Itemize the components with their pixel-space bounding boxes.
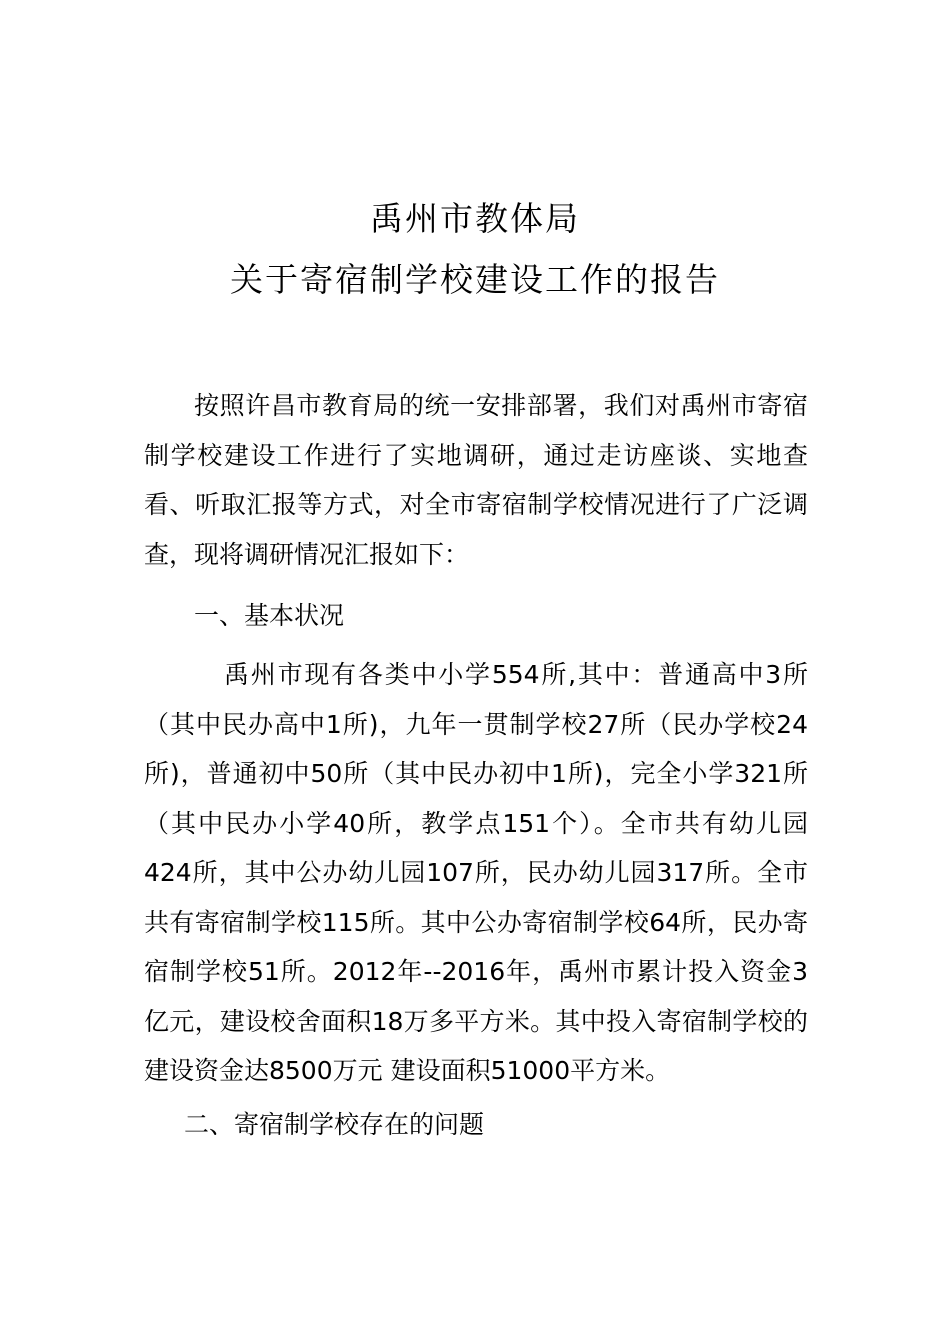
intro-paragraph: 按照许昌市教育局的统一安排部署，我们对禹州市寄宿制学校建设工作进行了实地调研，通过走访座谈、实地查看、听取汇报等方式，对全市寄宿制学校情况进行了广泛调查，现将调研情况汇报如下：	[144, 391, 808, 569]
section-heading-basic-status: 一、基本状况	[194, 601, 345, 630]
section-heading-problems: 二、寄宿制学校存在的问题	[184, 1110, 485, 1139]
basic-status-paragraph: 禹州市现有各类中小学554所,其中：普通高中3所（其中民办高中1所)，九年一贯制学校27所（民办学校24所)，普通初中50所（其中民办初中1所)，完全小学321所（其中民办小学40所，教学点151个）。全市共有幼儿园424所，其中公办幼儿园107所，民办幼儿园317所。全市共有寄宿制学校115所。其中公办寄宿制学校64所，民办寄宿制学校51所。2012年--2016年，禹州市累计投入资金3亿元，建设校舍面积18万多平方米。其中投入寄宿制学校的建设资金达8500万元 建设面积51000平方米。	[144, 660, 808, 1085]
document-title-issuer: 禹州市教体局	[370, 199, 580, 238]
document-title-subject: 关于寄宿制学校建设工作的报告	[230, 260, 720, 299]
